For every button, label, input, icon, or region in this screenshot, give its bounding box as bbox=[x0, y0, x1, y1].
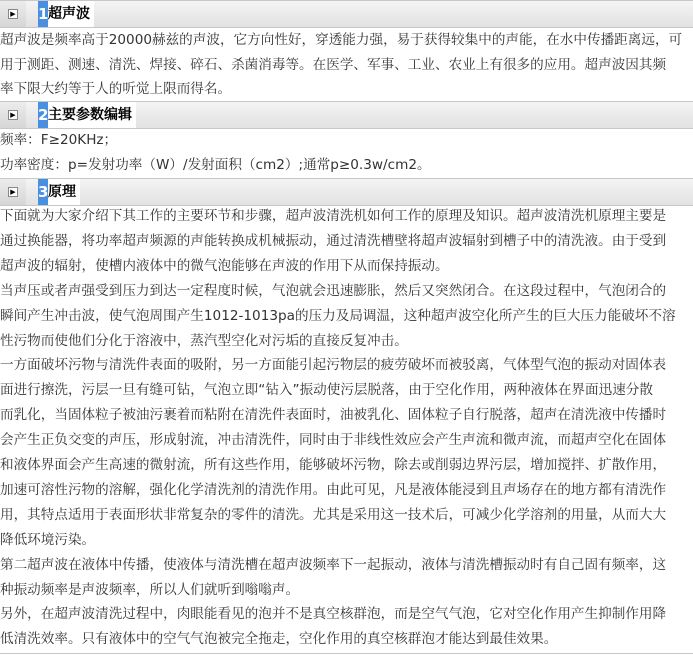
section-number-badge: 3 bbox=[38, 179, 48, 205]
paragraph-line: 瞬间产生冲击波，使气泡周围产生1012-1013pa的压力及局调温，这种超声波空化所产生的巨大压力能破坏不溶 bbox=[0, 307, 676, 324]
section-header[interactable] bbox=[0, 178, 693, 206]
paragraph-line: 当声压或者声强受到压力到达一定程度时候，气泡就会迅速膨胀，然后又突然闭合。在这段过程中，气泡闭合的 bbox=[0, 282, 667, 299]
paragraph-line: 低清洗效率。只有液体中的空气气泡被完全拖走，空化作用的真空核群泡才能达到最佳效果。 bbox=[0, 631, 558, 648]
paragraph-line: 和液体界面会产生高速的微射流，所有这些作用，能够破坏污物，除去或削弱边界污层，增加搅拌、扩散作用， bbox=[0, 457, 667, 473]
expand-triangle-icon: ▶ bbox=[8, 187, 18, 197]
paragraph-line: 性污物而使他们分化于溶液中，蒸汽型空化对污垢的直接反复冲击。 bbox=[0, 332, 408, 349]
section-title: 超声波 bbox=[48, 1, 94, 27]
paragraph-line: 加速可溶性污物的溶解，强化化学清洗剂的清洗作用。由此可见，凡是液体能浸到且声场存在的地方都有清洗作 bbox=[0, 481, 667, 498]
paragraph-line: 降低环境污染。 bbox=[0, 531, 96, 548]
paragraph-line: 一方面破坏污物与清洗件表面的吸附，另一方面能引起污物层的疲劳破坏而被驳离，气体型气泡的振动对固体表 bbox=[0, 357, 667, 374]
paragraph-line: 超声波是频率高于20000赫兹的声波，它方向性好，穿透能力强，易于获得较集中的声能，在水中传播距离远，可 bbox=[0, 32, 683, 48]
section-number-badge: 1 bbox=[38, 1, 48, 27]
expand-triangle-icon: ▶ bbox=[8, 9, 18, 19]
section-header[interactable] bbox=[0, 101, 693, 129]
paragraph-line: 第二超声波在液体中传播，使液体与清洗槽在超声波频率下一起振动，液体与清洗槽振动时有自己固有频率，这 bbox=[0, 556, 667, 573]
paragraph-line: 功率密度：p=发射功率（W）/发射面积（cm2）;通常p≥0.3w/cm2。 bbox=[0, 157, 431, 173]
divider bbox=[0, 653, 693, 654]
paragraph-line: 用，其特点适用于表面形状非常复杂的零件的清洗。尤其是采用这一技术后，可减少化学溶剂的用量，从而大大 bbox=[0, 506, 667, 523]
paragraph-line: 会产生正负交变的声压，形成射流，冲击清洗件，同时由于非线性效应会产生声流和微声流，而超声空化在固体 bbox=[0, 432, 667, 449]
paragraph-line: 下面就为大家介绍下其工作的主要环节和步骤，超声波清洗机如何工作的原理及知识。超声波清洗机原理主要是 bbox=[0, 208, 667, 224]
section-toggle-button[interactable] bbox=[0, 102, 26, 128]
paragraph-line: 通过换能器，将功率超声频源的声能转换成机械振动，通过清洗槽壁将超声波辐射到槽子中的清洗液。由于受到 bbox=[0, 232, 667, 249]
paragraph-line: 用于测距、测速、清洗、焊接、碎石、杀菌消毒等。在医学、军事、工业、农业上有很多的应用。超声波因其频 bbox=[0, 57, 667, 73]
paragraph-line: 另外，在超声波清洗过程中，肉眼能看见的泡并不是真空核群泡，而是空气气泡，它对空化作用产生抑制作用降 bbox=[0, 606, 667, 623]
section-title: 主要参数编辑 bbox=[48, 102, 136, 128]
paragraph-line: 频率：F≥20KHz； bbox=[0, 132, 118, 148]
paragraph-line: 种振动频率是声波频率，所以人们就听到嗡嗡声。 bbox=[0, 581, 300, 598]
section-number-badge: 2 bbox=[38, 102, 48, 128]
paragraph-line: 面进行擦洗，污层一旦有缝可钻，气泡立即“钻入”振动使污层脱落，由于空化作用，两种液体在界面迅速分散 bbox=[0, 382, 653, 399]
paragraph-line: 率下限大约等于人的听觉上限而得名。 bbox=[0, 81, 232, 97]
section-toggle-button[interactable] bbox=[0, 179, 26, 205]
expand-triangle-icon: ▶ bbox=[8, 110, 18, 120]
section-toggle-button[interactable] bbox=[0, 1, 26, 27]
section-title: 原理 bbox=[48, 179, 80, 205]
section-header[interactable] bbox=[0, 0, 693, 28]
paragraph-line: 超声波的辐射，使槽内液体中的微气泡能够在声波的作用下从而保持振动。 bbox=[0, 257, 449, 274]
paragraph-line: 而乳化，当固体粒子被油污裹着而粘附在清洗件表面时，油被乳化、固体粒子自行脱落，超声在清洗液中传播时 bbox=[0, 407, 667, 424]
